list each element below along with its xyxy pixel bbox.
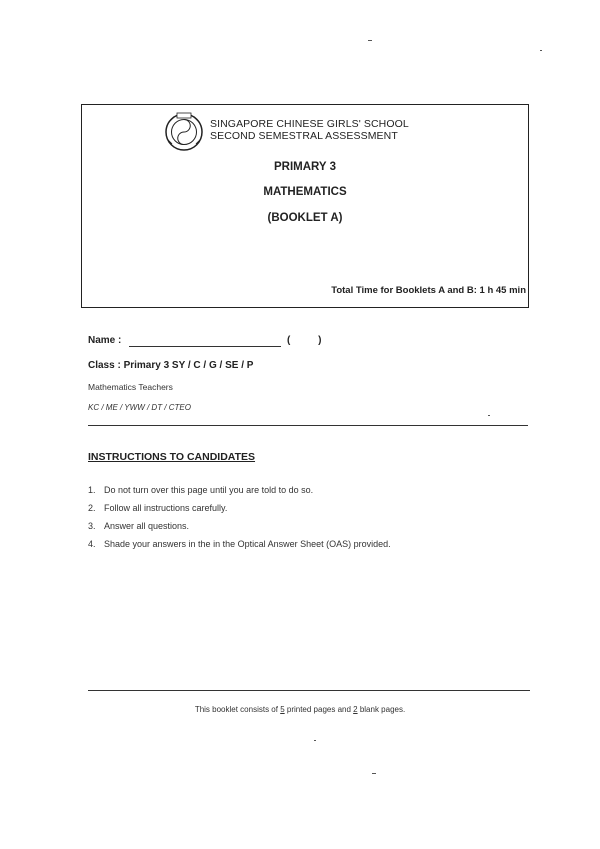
- teachers-initials: KC / ME / YWW / DT / CTEO: [88, 403, 191, 412]
- page-count-note: This booklet consists of 5 printed pages and 2 blank pages.: [194, 705, 406, 714]
- printed-pages-count: 5: [280, 705, 285, 714]
- school-name: SINGAPORE CHINESE GIRLS' SCHOOL: [210, 118, 409, 130]
- register-number-bracket: ( ): [287, 335, 322, 346]
- instruction-item: 1. Do not turn over this page until you are told to do so.: [88, 485, 314, 495]
- footer-divider: [88, 690, 530, 691]
- level-heading: PRIMARY 3: [274, 161, 336, 173]
- teachers-label: Mathematics Teachers: [88, 382, 173, 392]
- scan-speck: [540, 50, 542, 51]
- booklet-heading: (BOOKLET A): [267, 212, 343, 224]
- name-field[interactable]: [129, 346, 281, 347]
- instructions-list: [88, 481, 391, 553]
- name-label: Name :: [88, 335, 122, 346]
- instruction-item: 4. Shade your answers in the in the Optical Answer Sheet (OAS) provided.: [88, 539, 391, 549]
- class-label: Class : Primary 3 SY / C / G / SE / P: [88, 360, 254, 371]
- scan-speck: [372, 773, 376, 774]
- instruction-item: 2. Follow all instructions carefully.: [88, 503, 228, 513]
- total-time: Total Time for Booklets A and B: 1 h 45 min: [331, 285, 526, 296]
- divider: [88, 425, 528, 426]
- scan-speck: [488, 415, 490, 416]
- blank-pages-count: 2: [353, 705, 358, 714]
- school-crest-icon: [164, 112, 204, 152]
- scan-speck: [368, 40, 372, 41]
- scan-speck: [314, 740, 316, 741]
- assessment-title: SECOND SEMESTRAL ASSESSMENT: [210, 130, 398, 142]
- subject-heading: MATHEMATICS: [263, 186, 347, 198]
- instruction-item: 3. Answer all questions.: [88, 521, 190, 531]
- instructions-heading: INSTRUCTIONS TO CANDIDATES: [88, 451, 256, 463]
